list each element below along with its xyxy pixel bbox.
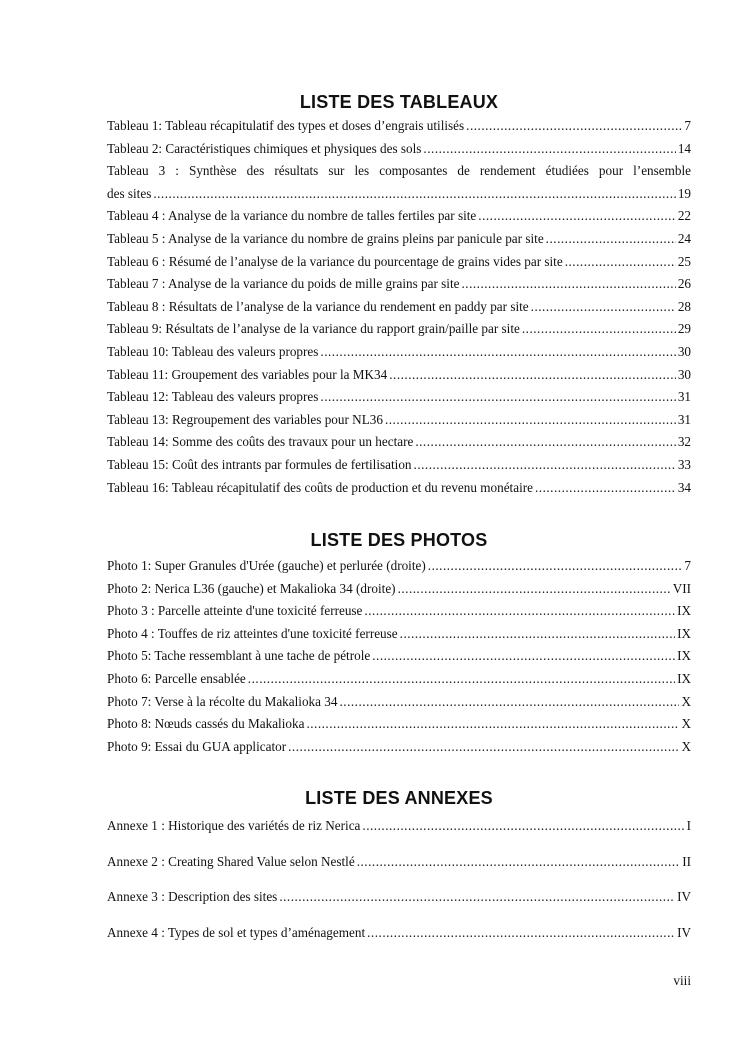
list-item[interactable]: Tableau 1: Tableau récapitulatif des types et doses d’engrais utilisés ..... 7 [107,115,691,138]
list-item[interactable]: Tableau 7 : Analyse de la variance du poids de mille grains par site ..... 26 [107,273,691,296]
list-item[interactable]: Tableau 14: Somme des coûts des travaux pour un hectare ..... 32 [107,431,691,454]
list-item[interactable]: Photo 1: Super Granules d'Urée (gauche) et perlurée (droite) ..... 7 [107,555,691,578]
list-item[interactable]: Photo 8: Nœuds cassés du Makalioka ..... X [107,713,691,736]
list-item[interactable]: Tableau 11: Groupement des variables pour la MK34 ..... 30 [107,364,691,387]
list-item[interactable]: Tableau 9: Résultats de l’analyse de la variance du rapport grain/paille par site ..... 29 [107,318,691,341]
list-item[interactable]: Annexe 2 : Creating Shared Value selon Nestlé ..... II [107,844,691,880]
page-number: viii [673,973,691,988]
list-item[interactable]: Photo 6: Parcelle ensablée ..... IX [107,668,691,691]
list-item[interactable]: Photo 5: Tache ressemblant à une tache de pétrole ..... IX [107,645,691,668]
list-item[interactable]: Tableau 2: Caractéristiques chimiques et physiques des sols ..... 14 [107,138,691,161]
list-item[interactable]: Tableau 6 : Résumé de l’analyse de la variance du pourcentage de grains vides par site ..... 25 [107,251,691,274]
photos-heading: LISTE DES PHOTOS [310,530,488,550]
list-item[interactable]: Annexe 1 : Historique des variétés de riz Nerica ..... I [107,808,691,844]
list-item[interactable]: Tableau 13: Regroupement des variables pour NL36 ..... 31 [107,409,691,432]
list-item[interactable]: Photo 3 : Parcelle atteinte d'une toxicité ferreuse ..... IX [107,600,691,623]
list-item[interactable]: Annexe 4 : Types de sol et types d’aménagement ..... IV [107,915,691,951]
list-item[interactable]: Tableau 15: Coût des intrants par formules de fertilisation ..... 33 [107,454,691,477]
list-item[interactable]: Tableau 12: Tableau des valeurs propres ..... 31 [107,386,691,409]
list-item[interactable]: Tableau 5 : Analyse de la variance du nombre de grains pleins par panicule par site ..... 24 [107,228,691,251]
list-item[interactable]: Annexe 3 : Description des sites ..... IV [107,879,691,915]
list-item[interactable]: Tableau 16: Tableau récapitulatif des coûts de production et du revenu monétaire ..... 34 [107,477,691,500]
list-item[interactable]: Photo 4 : Touffes de riz atteintes d'une toxicité ferreuse ..... IX [107,623,691,646]
tables-heading: LISTE DES TABLEAUX [299,92,499,112]
annexes-list [107,808,691,950]
list-item[interactable]: Tableau 10: Tableau des valeurs propres ..... 30 [107,341,691,364]
list-item[interactable]: Photo 2: Nerica L36 (gauche) et Makalioka 34 (droite) ..... VII [107,578,691,601]
tables-list [107,115,691,499]
photos-list [107,555,691,758]
annexes-heading: LISTE DES ANNEXES [305,788,493,808]
list-item[interactable]: Photo 9: Essai du GUA applicator ..... X [107,736,691,759]
list-item[interactable]: Tableau 4 : Analyse de la variance du nombre de talles fertiles par site ..... 22 [107,205,691,228]
list-item[interactable]: Tableau 8 : Résultats de l’analyse de la variance du rendement en paddy par site ..... 28 [107,296,691,319]
list-item[interactable]: Photo 7: Verse à la récolte du Makalioka 34 ..... X [107,691,691,714]
list-item[interactable]: Tableau 3 : Synthèse des résultats sur les composantes de rendement étudiées pour l’ensemble des sites ..... 19 [107,160,691,205]
